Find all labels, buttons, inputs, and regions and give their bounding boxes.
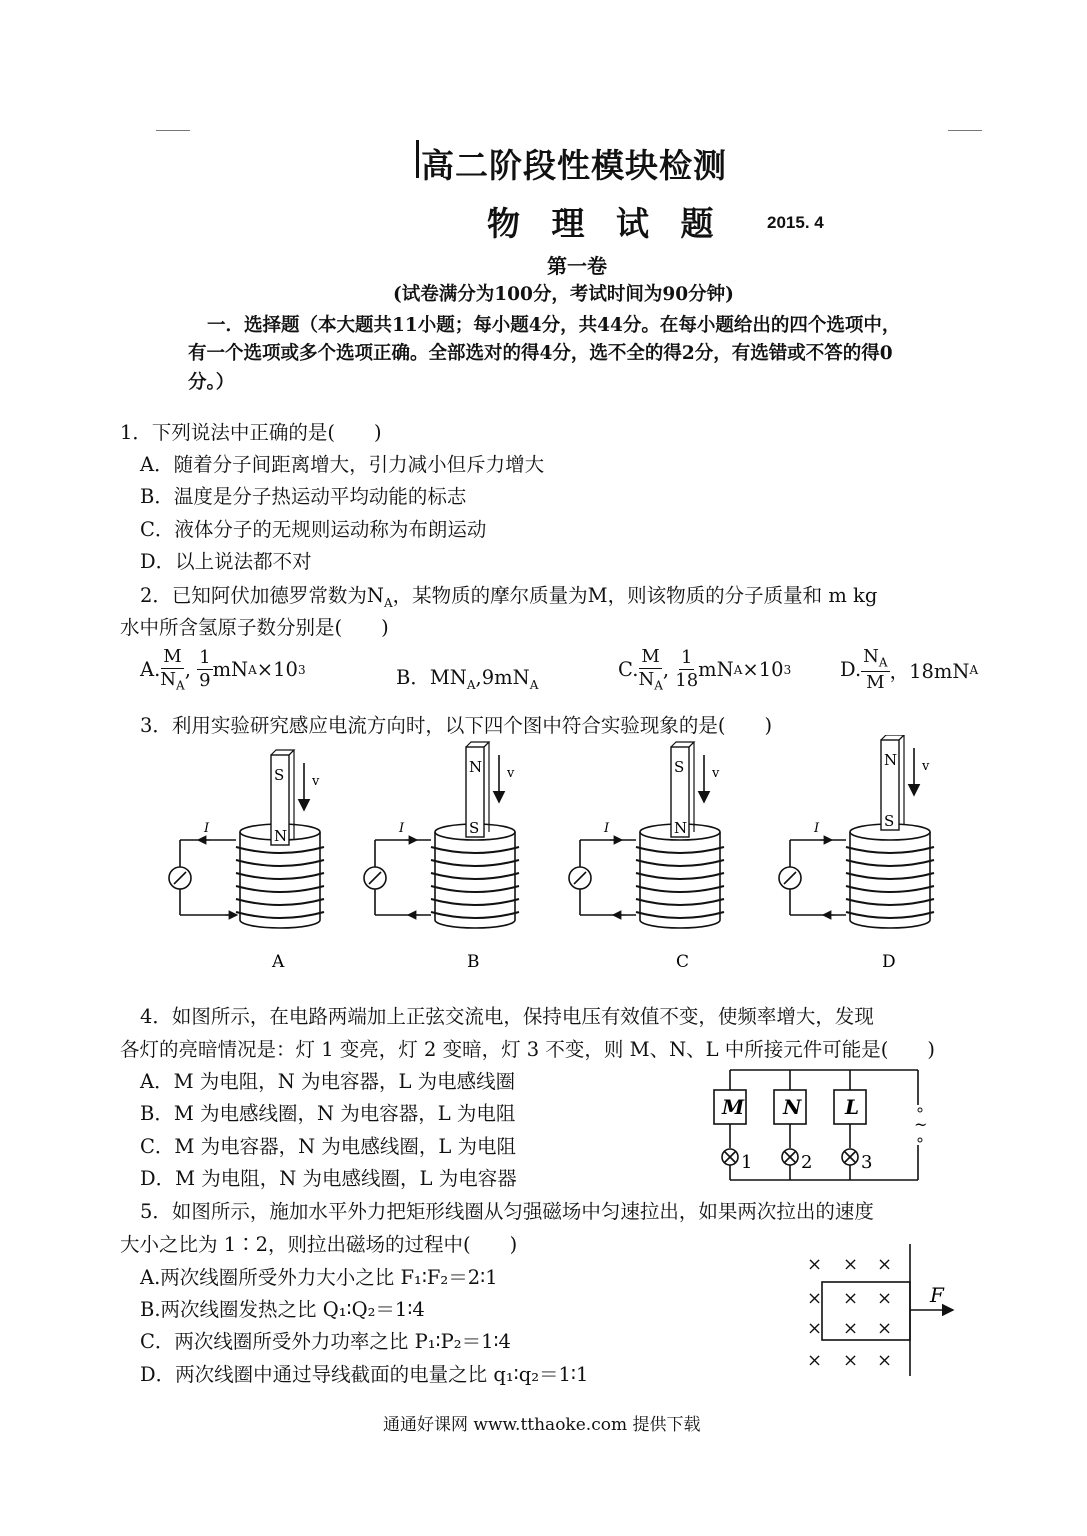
label-m: M (722, 1095, 745, 1119)
q4-stem-2: 各灯的亮暗情况是：灯 1 变亮，灯 2 变暗，灯 3 不变，则 M、N、L 中所接元件可能是( ) (120, 1038, 936, 1061)
field-cross: × (877, 1318, 893, 1339)
q5-option-d: D．两次线圈中通过导线截面的电量之比 q₁∶q₂＝1∶1 (140, 1363, 589, 1386)
field-cross: × (877, 1350, 893, 1371)
title-bar-mark (416, 140, 419, 178)
velocity-label: v (712, 766, 720, 781)
q2-option-b: B．$MN_A,9mN_A$ (396, 666, 539, 692)
magnet-pole-top: N (469, 758, 483, 776)
q5-option-c: C．两次线圈所受外力功率之比 P₁∶P₂＝1∶4 (140, 1330, 511, 1353)
header-rule-left (156, 130, 190, 131)
q2-option-d: D. $\frac{N_A}{M}$ ，18mN A (840, 646, 979, 693)
lamp-1-label: 1 (741, 1152, 753, 1173)
label-n: N (783, 1095, 802, 1119)
exam-date: 2015. 4 (767, 213, 824, 232)
field-cross: × (807, 1254, 823, 1275)
q3-stem: 3．利用实验研究感应电流方向时，以下四个图中符合实验现象的是( ) (140, 714, 773, 737)
field-cross: × (843, 1288, 859, 1309)
magnet-pole-bottom: N (674, 819, 688, 837)
q2-option-a: A. $\frac{M}{N_A}$ , $\frac{1}{9}$ mN A ×10 3 (140, 646, 306, 693)
subject-title: 物 理 试 题 (487, 204, 724, 243)
q5-magnetic-field-diagram (795, 1240, 970, 1380)
q1-option-a: A．随着分子间距离增大，引力减小但斥力增大 (140, 453, 545, 476)
q5-stem-1: 5．如图所示，施加水平外力把矩形线圈从匀强磁场中匀速拉出，如果两次拉出的速度 (140, 1200, 874, 1223)
label-l: L (845, 1095, 860, 1119)
velocity-label: v (312, 774, 320, 789)
magnet-pole-top: S (674, 758, 685, 776)
fraction: $\frac{M}{N_A}$ (638, 646, 663, 693)
magnet-pole-top: S (274, 766, 285, 784)
q3-figure-d (779, 735, 934, 972)
q2-stem-2: 水中所含氢原子数分别是( ) (120, 616, 389, 639)
q5-option-a: A.两次线圈所受外力大小之比 F₁∶F₂＝2∶1 (140, 1266, 498, 1289)
magnet-pole-bottom: S (884, 812, 895, 830)
q4-circuit-diagram (700, 1060, 940, 1190)
page-title: 高二阶段性模块检测 (421, 146, 727, 185)
field-cross: × (843, 1350, 859, 1371)
q4-stem-1: 4．如图所示，在电路两端加上正弦交流电，保持电压有效值不变，使频率增大，发现 (140, 1005, 874, 1028)
magnet-pole-bottom: N (274, 827, 288, 845)
field-cross: × (807, 1318, 823, 1339)
exam-info: (试卷满分为100分，考试时间为90分钟) (393, 284, 734, 305)
rect-coil (822, 1282, 910, 1340)
lamp-3-label: 3 (861, 1152, 873, 1173)
q3-figure-a (169, 750, 324, 972)
header-rule-right (948, 130, 982, 131)
velocity-label: v (922, 759, 930, 774)
figure-label: B (467, 952, 480, 972)
fraction: $\frac{N_A}{M}$ (863, 646, 888, 693)
magnet-pole-top: N (884, 751, 898, 769)
q4-option-c: C．M 为电容器，N 为电感线圈，L 为电阻 (140, 1135, 516, 1158)
fraction: $\frac{1}{18}$ (675, 647, 699, 692)
field-cross: × (807, 1288, 823, 1309)
q2-option-c: C. $\frac{M}{N_A}$ , $\frac{1}{18}$ mN A ×10 3 (618, 646, 792, 693)
force-label: F (930, 1283, 944, 1307)
velocity-label: v (507, 766, 515, 781)
figure-label: D (882, 952, 896, 972)
q2-stem-1: 2．已知阿伏加德罗常数为$N_A$，某物质的摩尔质量为M，则该物质的分子质量和 m kg (140, 584, 878, 610)
current-label: I (814, 821, 820, 836)
current-label: I (204, 821, 210, 836)
q4-option-b: B．M 为电感线圈，N 为电容器，L 为电阻 (140, 1102, 516, 1125)
lamp-2-label: 2 (801, 1152, 813, 1173)
q1-stem: 1．下列说法中正确的是( ) (120, 421, 382, 444)
field-cross: × (843, 1318, 859, 1339)
q3-figure-b (364, 742, 519, 972)
q1-option-c: C．液体分子的无规则运动称为布朗运动 (140, 518, 487, 541)
q4-option-d: D．M 为电阻，N 为电感线圈，L 为电容器 (140, 1167, 517, 1190)
q5-option-b: B.两次线圈发热之比 Q₁∶Q₂＝1∶4 (140, 1298, 425, 1321)
field-cross: × (843, 1254, 859, 1275)
field-cross: × (877, 1288, 893, 1309)
field-cross: × (807, 1350, 823, 1371)
volume-label: 第一卷 (547, 254, 607, 278)
field-cross: × (877, 1254, 893, 1275)
current-label: I (604, 821, 610, 836)
fraction: $\frac{M}{N_A}$ (160, 646, 185, 693)
figure-label: C (676, 952, 690, 972)
q4-option-a: A．M 为电阻，N 为电容器，L 为电感线圈 (140, 1070, 516, 1093)
section-instructions-1: 一．选择题（本大题共11小题；每小题4分，共44分。在每小题给出的四个选项中， (207, 315, 901, 336)
q5-stem-2: 大小之比为 1∶2，则拉出磁场的过程中( ) (120, 1233, 518, 1256)
q3-figures (150, 735, 950, 980)
q1-option-b: B．温度是分子热运动平均动能的标志 (140, 485, 467, 508)
q3-figure-c (569, 742, 724, 972)
ac-source-symbol: ~ (914, 1115, 928, 1134)
section-instructions-3: 分。） (188, 372, 235, 393)
q1-option-d: D．以上说法都不对 (140, 550, 312, 573)
section-instructions-2: 有一个选项或多个选项正确。全部选对的得4分，选不全的得2分，有选错或不答的得0 (188, 343, 893, 364)
current-label: I (399, 821, 405, 836)
footer-credit: 通通好课网 www.tthaoke.com 提供下载 (383, 1415, 701, 1435)
fraction: $\frac{1}{9}$ (199, 647, 211, 692)
figure-label: A (272, 952, 285, 972)
magnet-pole-bottom: S (469, 819, 480, 837)
